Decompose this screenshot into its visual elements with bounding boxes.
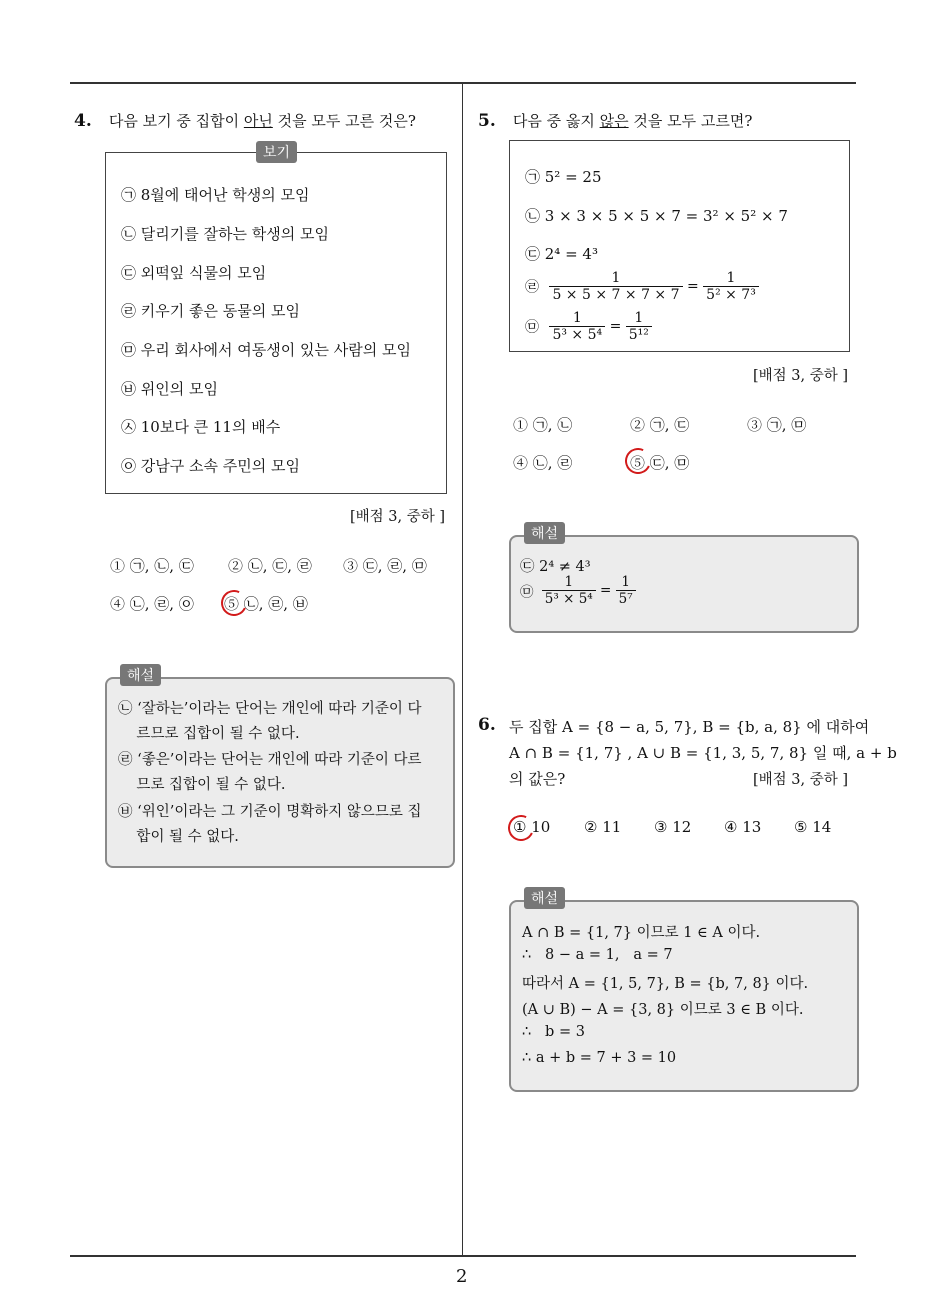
q4-choice-4[interactable]: ④ ㉡, ㉣, ㉧ <box>110 595 194 613</box>
top-rule <box>70 82 856 84</box>
q6-choice-3[interactable]: ③ 12 <box>654 818 692 836</box>
q4-number: 4. <box>74 111 92 131</box>
page-number: 2 <box>456 1266 468 1287</box>
q5-solution-e-label: ㉤ <box>520 584 534 601</box>
q5-item-d <box>525 270 759 303</box>
q5-solution-e-eq: = <box>600 582 612 599</box>
q4-item: ㉦ 10보다 큰 11의 배수 <box>121 418 281 436</box>
q4-item: ㉤ 우리 회사에서 여동생이 있는 사람의 모임 <box>121 341 411 359</box>
q6-number: 6. <box>478 715 496 735</box>
q6-choice-1[interactable]: ① 10 <box>513 818 551 836</box>
q6-solution-line: ∴ b = 3 <box>522 1024 585 1040</box>
q4-item: ㉣ 키우기 좋은 동물의 모임 <box>121 302 300 320</box>
q5-text-after: 것을 모두 고르면? <box>628 112 753 130</box>
q6-solution-line: ∴ 8 − a = 1, a = 7 <box>522 947 673 963</box>
q5-item-e-num1: 1 <box>549 310 605 327</box>
q5-choice-4[interactable]: ④ ㉡, ㉣ <box>513 454 573 472</box>
q4-bogi-label: 보기 <box>256 141 297 163</box>
q5-solution-label: 해설 <box>524 522 565 544</box>
q5-item-e-num2: 1 <box>626 310 652 327</box>
q4-header <box>74 110 416 131</box>
q5-solution-e-den1: 5³ × 5⁴ <box>544 591 593 607</box>
q5-solution-line2 <box>520 574 636 607</box>
q6-score: [배점 3, 중하 ] <box>753 772 849 788</box>
q4-choice-3[interactable]: ③ ㉢, ㉣, ㉤ <box>343 557 427 575</box>
q4-text-after: 것을 모두 고른 것은? <box>272 112 416 130</box>
q6-solution-line: 따라서 A = {1, 5, 7}, B = {b, 7, 8} 이다. <box>522 976 809 992</box>
q4-solution-line: ㉡ ‘잘하는’이라는 단어는 개인에 따라 기준이 다 <box>118 701 422 717</box>
q4-solution-line: 르므로 집합이 될 수 없다. <box>118 726 300 742</box>
q4-item: ㉥ 위인의 모임 <box>121 380 218 398</box>
q5-item-d-num2: 1 <box>703 270 759 287</box>
q6-answer-mark <box>504 811 537 844</box>
q5-solution-e-den2: 5⁷ <box>618 591 633 607</box>
q4-answer-mark <box>217 586 250 619</box>
q5-item-b: ㉡ 3 × 3 × 5 × 5 × 7 = 3² × 5² × 7 <box>525 207 788 225</box>
q6-line1: 두 집합 A = {8 − a, 5, 7}, B = {b, a, 8} 에 대하여 <box>509 718 870 736</box>
q6-choice-5[interactable]: ⑤ 14 <box>794 818 832 836</box>
bottom-rule <box>70 1255 856 1257</box>
q4-text-underlined: 아닌 <box>243 112 273 130</box>
q5-choice-1[interactable]: ① ㉠, ㉡ <box>513 416 573 434</box>
q4-choice-2[interactable]: ② ㉡, ㉢, ㉣ <box>228 557 312 575</box>
q4-solution-line: 므로 집합이 될 수 없다. <box>118 777 286 793</box>
q5-solution-line1: ㉢ 2⁴ ≠ 4³ <box>520 559 591 575</box>
q4-score: [배점 3, 중하 ] <box>350 509 446 525</box>
q5-item-a: ㉠ 5² = 25 <box>525 168 602 186</box>
q4-text-before: 다음 보기 중 집합이 <box>108 112 244 130</box>
q6-solution-line: ∴ a + b = 7 + 3 = 10 <box>522 1050 677 1066</box>
q5-solution-e-num1: 1 <box>542 574 596 591</box>
q5-item-d-num1: 1 <box>549 270 682 287</box>
q5-text-underlined: 않은 <box>599 112 629 130</box>
q6-choice-4[interactable]: ④ 13 <box>724 818 762 836</box>
q6-header <box>478 715 496 735</box>
q5-item-e-den1: 5³ × 5⁴ <box>552 327 603 343</box>
q5-item-d-eq: = <box>686 278 699 295</box>
q5-header <box>478 110 752 131</box>
q5-item-d-label: ㉣ <box>525 279 539 296</box>
q5-number: 5. <box>478 111 496 131</box>
q5-item-d-den2: 5² × 7³ <box>706 287 756 303</box>
q4-item: ㉠ 8월에 태어난 학생의 모임 <box>121 186 310 204</box>
q5-text-before: 다음 중 옳지 <box>512 112 600 130</box>
q6-solution-label: 해설 <box>524 887 565 909</box>
q5-choice-3[interactable]: ③ ㉠, ㉤ <box>747 416 807 434</box>
q4-item: ㉢ 외떡잎 식물의 모임 <box>121 264 267 282</box>
q5-score: [배점 3, 중하 ] <box>753 368 849 384</box>
q5-choice-2[interactable]: ② ㉠, ㉢ <box>630 416 690 434</box>
q4-choice-1[interactable]: ① ㉠, ㉡, ㉢ <box>110 557 194 575</box>
q5-item-c: ㉢ 2⁴ = 4³ <box>525 245 598 263</box>
q5-item-e-den2: 5¹² <box>628 327 649 343</box>
q5-solution-e-num2: 1 <box>616 574 636 591</box>
q6-line2: A ∩ B = {1, 7} , A ∪ B = {1, 3, 5, 7, 8} 일 때, a + b <box>509 744 897 762</box>
q4-item: ㉡ 달리기를 잘하는 학생의 모임 <box>121 225 329 243</box>
q4-solution-line: ㉥ ‘위인’이라는 그 기준이 명확하지 않으므로 집 <box>118 804 422 820</box>
q4-item: ㉧ 강남구 소속 주민의 모임 <box>121 457 300 475</box>
q4-solution-line: ㉣ ‘좋은’이라는 단어는 개인에 따라 기준이 다르 <box>118 752 422 768</box>
q5-item-e-eq: = <box>609 318 622 335</box>
q5-item-d-den1: 5 × 5 × 7 × 7 × 7 <box>552 287 680 303</box>
q4-solution-label: 해설 <box>120 664 161 686</box>
q5-choice-5[interactable]: ⑤ ㉢, ㉤ <box>630 454 690 472</box>
q4-choice-5[interactable]: ⑤ ㉡, ㉣, ㉥ <box>224 595 308 613</box>
column-divider <box>462 84 463 1256</box>
q6-choice-2[interactable]: ② 11 <box>584 818 622 836</box>
q6-line3: 의 값은? <box>509 770 566 788</box>
q4-solution-line: 합이 될 수 없다. <box>118 829 239 845</box>
q5-item-e <box>525 310 652 343</box>
q6-solution-line: A ∩ B = {1, 7} 이므로 1 ∈ A 이다. <box>522 925 761 941</box>
q5-item-e-label: ㉤ <box>525 319 539 336</box>
q6-solution-line: (A ∪ B) − A = {3, 8} 이므로 3 ∈ B 이다. <box>522 1002 804 1018</box>
